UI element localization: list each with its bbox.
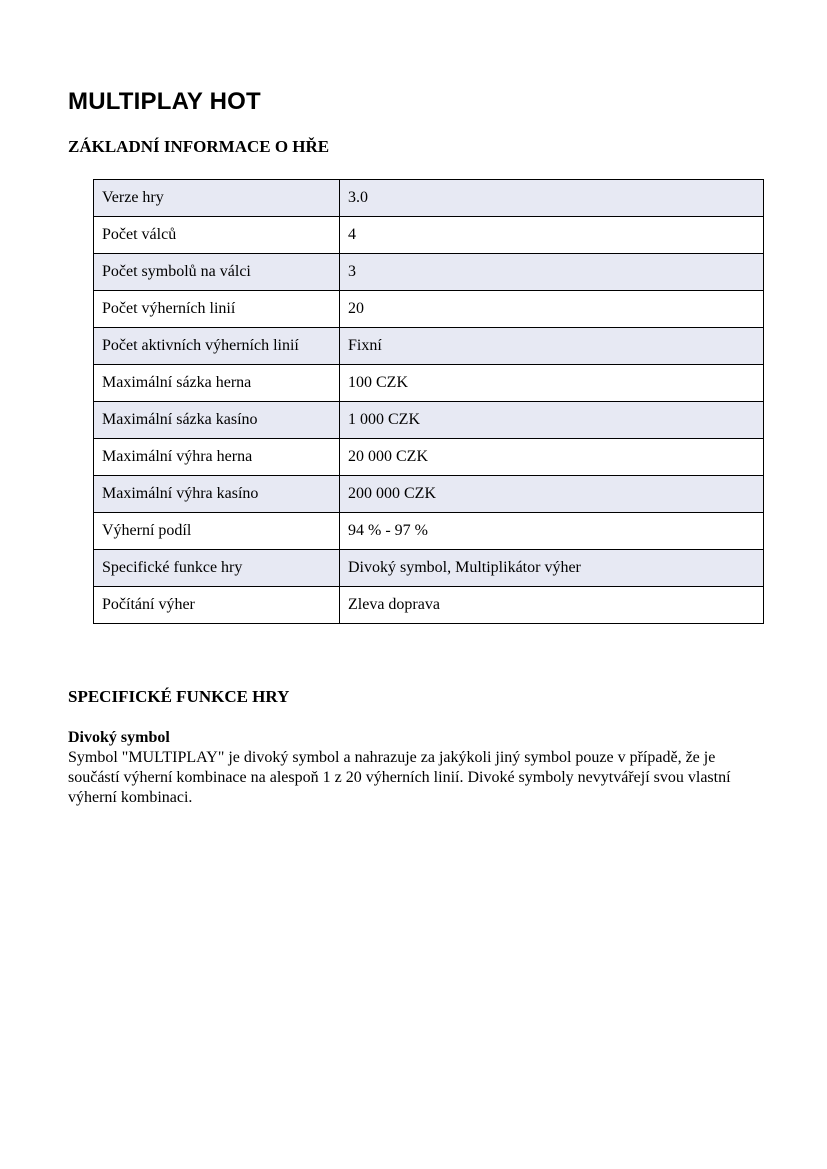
row-label: Maximální sázka kasíno <box>94 401 340 438</box>
row-value: 94 % - 97 % <box>340 512 764 549</box>
info-table-body <box>94 179 764 623</box>
row-value: Fixní <box>340 327 764 364</box>
table-row <box>94 549 764 586</box>
row-label: Specifické funkce hry <box>94 549 340 586</box>
row-label: Maximální výhra herna <box>94 438 340 475</box>
row-label: Výherní podíl <box>94 512 340 549</box>
table-row <box>94 216 764 253</box>
row-value: 3 <box>340 253 764 290</box>
table-row <box>94 438 764 475</box>
row-label: Počet symbolů na válci <box>94 253 340 290</box>
wild-symbol-paragraph: Symbol "MULTIPLAY" je divoký symbol a nahrazuje za jakýkoli jiný symbol pouze v případě, že je součástí výherní kombinace na alespoň 1 z 20 výherních linií. Divoké symboly nevytvářejí svou vlastní výherní kombinaci. <box>68 748 731 806</box>
section-heading-basic-info: ZÁKLADNÍ INFORMACE O HŘE <box>68 136 330 156</box>
row-value: 4 <box>340 216 764 253</box>
row-label: Počet výherních linií <box>94 290 340 327</box>
row-value: 1 000 CZK <box>340 401 764 438</box>
table-row <box>94 512 764 549</box>
row-value: 20 <box>340 290 764 327</box>
row-label: Počítání výher <box>94 586 340 623</box>
row-value: Zleva doprava <box>340 586 764 623</box>
row-label: Maximální sázka herna <box>94 364 340 401</box>
table-row <box>94 290 764 327</box>
row-value: 100 CZK <box>340 364 764 401</box>
row-label: Verze hry <box>94 179 340 216</box>
game-info-table <box>93 179 764 624</box>
row-label: Maximální výhra kasíno <box>94 475 340 512</box>
row-value: 20 000 CZK <box>340 438 764 475</box>
table-row <box>94 364 764 401</box>
table-row <box>94 179 764 216</box>
table-row <box>94 475 764 512</box>
row-value: Divoký symbol, Multiplikátor výher <box>340 549 764 586</box>
table-row <box>94 253 764 290</box>
row-value: 200 000 CZK <box>340 475 764 512</box>
table-row <box>94 401 764 438</box>
section-heading-specific-functions: SPECIFICKÉ FUNKCE HRY <box>68 686 290 706</box>
row-label: Počet válců <box>94 216 340 253</box>
wild-symbol-heading: Divoký symbol <box>68 728 170 746</box>
row-value: 3.0 <box>340 179 764 216</box>
table-row <box>94 586 764 623</box>
row-label: Počet aktivních výherních linií <box>94 327 340 364</box>
page-title: MULTIPLAY HOT <box>68 88 261 115</box>
table-row <box>94 327 764 364</box>
